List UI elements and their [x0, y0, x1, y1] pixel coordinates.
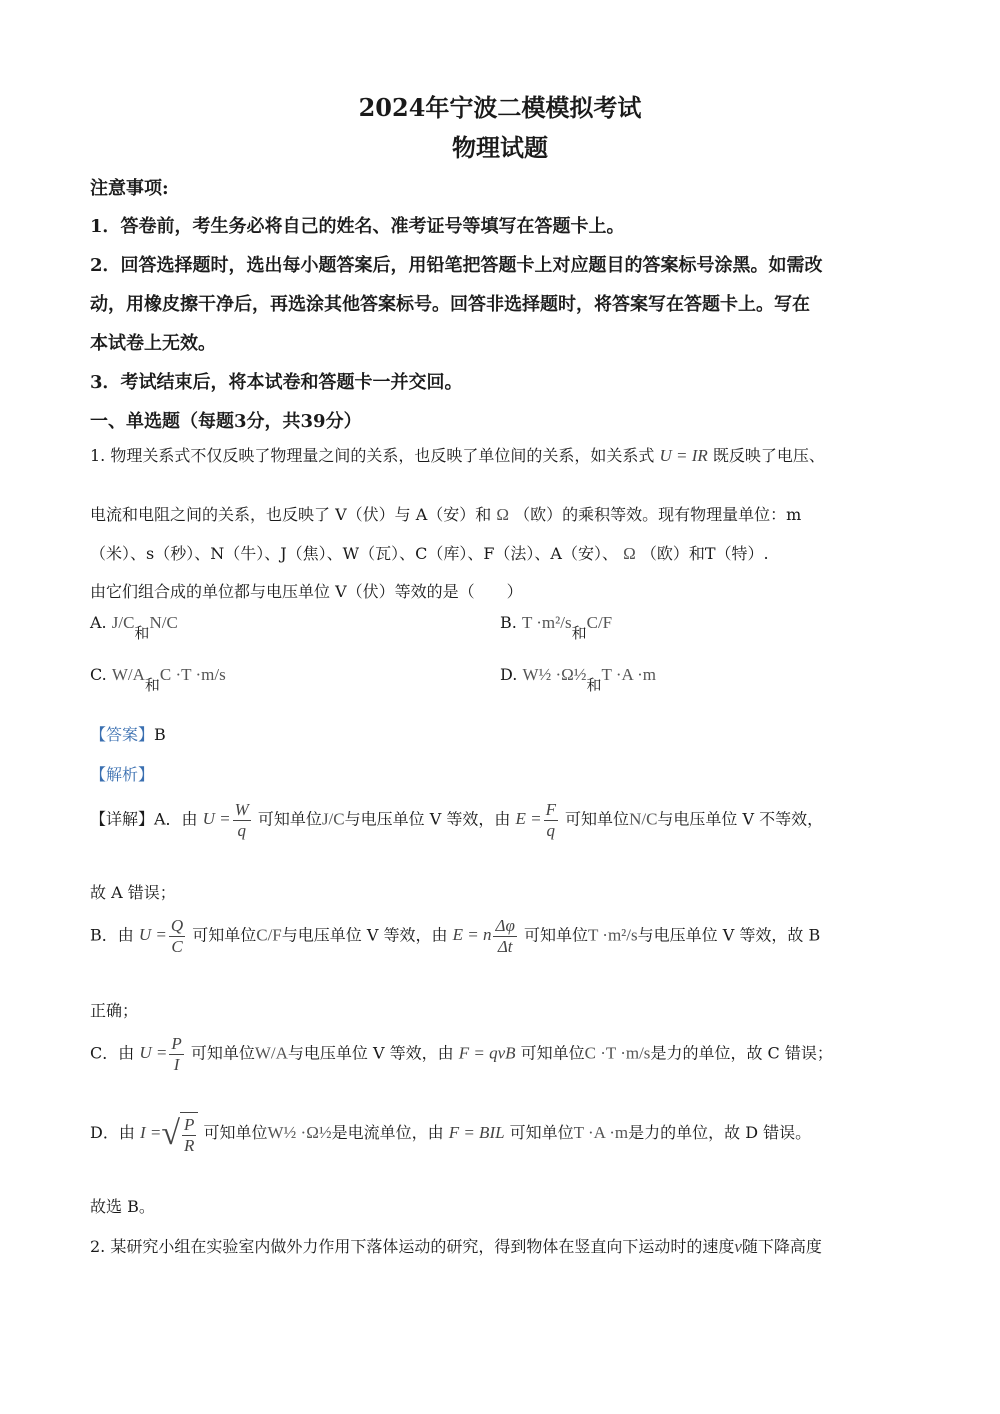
notice-item-2-line-1: 2．回答选择题时，选出每小题答案后，用铅笔把答题卡上对应题目的答案标号涂黑。如需改 [90, 255, 823, 276]
q1-text-2b: （欧）的乘积等效。现有物理量单位：m [514, 505, 802, 524]
detail-a-end: 故 A 错误； [90, 883, 176, 902]
option-d [500, 664, 657, 694]
page-title: 2024年宁波二模模拟考试 [358, 93, 642, 122]
formula-u-w-q: U = $\frac{W}{q}$ [202, 800, 249, 840]
answer-line [90, 722, 166, 745]
detail-a-prefix: 【详解】A．由 [90, 809, 198, 829]
text: 可知单位 [523, 925, 588, 945]
answer-value: B [154, 725, 166, 744]
and-word: 和 [144, 676, 160, 694]
and-word: 和 [586, 676, 602, 694]
text: 可知单位 [192, 925, 257, 945]
text: 可知单位 [509, 1122, 574, 1142]
q2-text: 2. 某研究小组在实验室内做外力作用下落体运动的研究，得到物体在竖直向下运动时的速度 [90, 1237, 735, 1256]
q1-line-4: 由它们组合成的单位都与电压单位 V（伏）等效的是（ ） [90, 582, 523, 601]
formula-f-bil: F = BIL [448, 1122, 505, 1142]
q1-text-3b: （欧）和T（特）. [640, 544, 769, 563]
unit-c-per-f: C/F [256, 925, 282, 945]
detail-c-prefix: C．由 [90, 1043, 135, 1063]
unit-w-per-a: W/A [254, 1043, 288, 1063]
q2-line-1 [90, 1234, 822, 1257]
option-c-unit-1: W/A [111, 665, 145, 684]
formula-e-n-dphi-dt: E = n $\frac{\Delta\varphi}{\Delta t}$ [452, 916, 515, 956]
detail-d-line [90, 1112, 811, 1156]
option-c-label: C. [90, 665, 107, 684]
notice-heading: 注意事项: [90, 178, 169, 199]
detail-d-prefix: D．由 [90, 1122, 135, 1142]
formula-f-qvb: F = qvB [458, 1043, 516, 1063]
text: 与电压单位 V 等效，由 [344, 809, 511, 829]
q1-text-2a: 电流和电阻之间的关系，也反映了 V（伏）与 A（安）和 [90, 505, 492, 524]
text: 与电压单位 V 等效，故 B [637, 925, 821, 945]
section-heading: 一、单选题（每题3分，共39分） [90, 411, 362, 432]
option-a-unit-2: N/C [149, 613, 178, 632]
q2-text-b: 随下降高度 [741, 1237, 822, 1256]
and-word: 和 [134, 624, 150, 642]
detail-c-line [90, 1034, 833, 1075]
unit-j-per-c: J/C [321, 809, 345, 829]
option-a [90, 612, 178, 642]
detail-b-prefix: B．由 [90, 925, 134, 945]
q2-variable-v: v [734, 1237, 742, 1256]
option-c-unit-2: C ·T ·m/s [159, 665, 226, 684]
q1-line-3 [90, 541, 769, 564]
omega-symbol: Ω [623, 544, 636, 563]
option-a-label: A. [90, 613, 107, 632]
text: 是电流单位，由 [331, 1122, 444, 1142]
unit-w-omega-half: W½ ·Ω½ [267, 1122, 332, 1142]
conclusion: 故选 B。 [90, 1197, 155, 1216]
text: 可知单位 [203, 1122, 268, 1142]
detail-a-line [90, 800, 823, 841]
text: 与电压单位 V 等效，由 [281, 925, 448, 945]
q1-text-3a: （米）、s（秒）、N（牛）、J（焦）、W（瓦）、C（库）、F（法）、A（安）、 [90, 544, 618, 563]
formula-u-q-c: U = $\frac{Q}{C}$ [138, 916, 184, 956]
option-b-unit-2: C/F [586, 613, 613, 632]
unit-c-t-m-per-s: C ·T ·m/s [584, 1043, 651, 1063]
q1-text-1b: 既反映了电压、 [712, 446, 825, 465]
option-d-label: D. [500, 665, 518, 684]
formula-e-f-q: E = $\frac{F}{q}$ [515, 800, 556, 840]
formula-u-p-i: U = $\frac{P}{I}$ [139, 1034, 182, 1074]
option-a-unit-1: J/C [111, 613, 135, 632]
option-b-unit-1: T ·m²/s [521, 613, 572, 632]
formula-i-sqrt-p-r: I =√ $\frac{P}{R}$ [140, 1123, 198, 1142]
text: 是力的单位，故 D 错误。 [628, 1122, 812, 1142]
notice-item-3: 3．考试结束后，将本试卷和答题卡一并交回。 [90, 372, 463, 393]
notice-item-1: 1．答卷前，考生务必将自己的姓名、准考证号等填写在答题卡上。 [90, 216, 625, 237]
q1-line-2 [90, 502, 801, 525]
text: 可知单位 [565, 809, 630, 829]
notice-item-2-line-2: 动，用橡皮擦干净后，再选涂其他答案标号。回答非选择题时，将答案写在答题卡上。写在 [90, 294, 810, 315]
text: 与电压单位 V 等效，由 [287, 1043, 454, 1063]
unit-t-a-m: T ·A ·m [573, 1122, 629, 1142]
q1-text-1a: 1. 物理关系式不仅反映了物理量之间的关系，也反映了单位间的关系，如关系式 [90, 446, 655, 465]
and-word: 和 [571, 624, 587, 642]
option-d-unit-2: T ·A ·m [601, 665, 657, 684]
q1-formula-uir: U = IR [659, 446, 708, 465]
option-b-label: B. [500, 613, 517, 632]
option-d-unit-1: W½ ·Ω½ [522, 665, 587, 684]
answer-tag: 【答案】 [90, 725, 155, 744]
text: 可知单位 [520, 1043, 585, 1063]
analysis-tag: 【解析】 [90, 765, 155, 784]
unit-n-per-c: N/C [629, 809, 658, 829]
detail-b-line [90, 916, 820, 957]
q1-line-1 [90, 443, 825, 466]
text: 可知单位 [257, 809, 322, 829]
option-b [500, 612, 613, 642]
text: 与电压单位 V 不等效， [657, 809, 824, 829]
text: 是力的单位，故 C 错误； [650, 1043, 833, 1063]
omega-symbol: Ω [496, 505, 510, 524]
detail-b-end: 正确； [90, 1001, 139, 1020]
page-subtitle: 物理试题 [452, 133, 548, 162]
text: 可知单位 [190, 1043, 255, 1063]
notice-item-2-line-3: 本试卷上无效。 [90, 333, 216, 354]
unit-t-m2-per-s: T ·m²/s [587, 925, 638, 945]
option-c [90, 664, 226, 694]
